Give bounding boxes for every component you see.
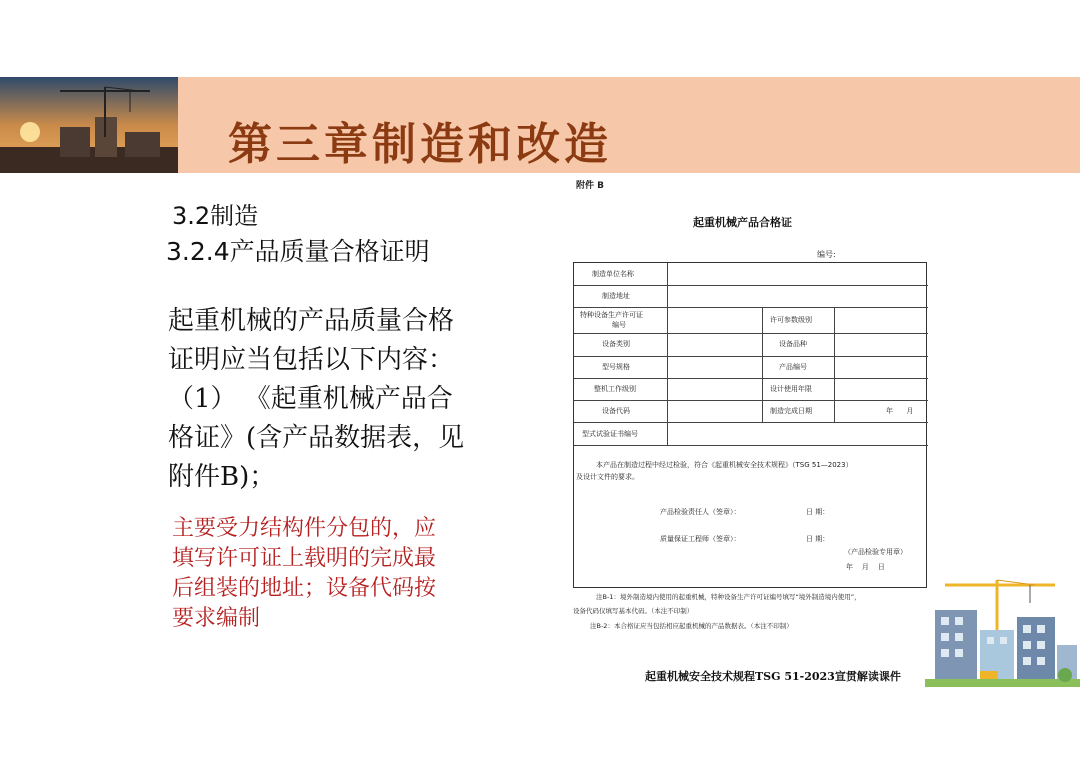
form-label: 制造完成日期: [770, 407, 812, 415]
note-line: 要求编制: [172, 606, 261, 631]
page-title: 第三章制造和改造: [228, 119, 612, 170]
certificate-number-label: 编号:: [817, 250, 836, 259]
figure-note: 注B-1：境外制造境内使用的起重机械，特种设备生产许可证编号填写“境外制造境内使用”，: [596, 593, 861, 601]
form-label: 设备代码: [602, 407, 630, 415]
appendix-label: 附件 B: [576, 181, 604, 191]
figure-note: 设备代码仅填写基本代码。（本注不印制）: [573, 607, 694, 615]
note-line: 主要受力结构件分包的，应: [172, 516, 437, 541]
form-stamp-date: 年 月 日: [846, 563, 885, 571]
form-statement: 本产品在制造过程中经过检验，符合《起重机械安全技术规程》（TSG 51—2023）: [596, 461, 853, 469]
form-signature: 质量保证工程师（签章）：: [660, 535, 741, 543]
body-paragraph: [168, 302, 528, 497]
form-statement: 及设计文件的要求。: [576, 473, 639, 481]
construction-sunset-image: [0, 77, 178, 173]
form-label: 制造单位名称: [592, 270, 634, 278]
note-line: 后组装的地址；设备代码按: [172, 576, 437, 601]
form-date: 日 期：: [806, 508, 830, 516]
form-label: 产品编号: [779, 363, 807, 371]
form-label: 设备类别: [602, 340, 630, 348]
red-note: [172, 514, 512, 634]
footer-caption: 起重机械安全技术规程TSG 51-2023宣贯解读课件: [645, 670, 901, 683]
form-label: 型式试验证书编号: [582, 430, 638, 438]
city-crane-illustration: [925, 575, 1080, 687]
figure-note: 注B-2：本合格证应当包括相应起重机械的产品数据表。（本注不印制）: [590, 622, 793, 630]
form-label: 特种设备生产许可证: [580, 311, 643, 319]
certificate-title: 起重机械产品合格证: [693, 216, 792, 229]
form-label: 设计使用年限: [770, 385, 812, 393]
body-line: 起重机械的产品质量合格: [168, 306, 455, 336]
form-label: 整机工作级别: [594, 385, 636, 393]
body-line: 证明应当包括以下内容：: [168, 345, 455, 375]
body-line: （1） 《起重机械产品合: [168, 384, 453, 414]
form-label: 制造地址: [602, 292, 630, 300]
form-label: 许可参数级别: [770, 316, 812, 324]
note-line: 填写许可证上载明的完成最: [172, 546, 437, 571]
subsection-title: 3.2.4产品质量合格证明: [166, 237, 430, 266]
body-line: 附件B)；: [168, 462, 276, 492]
form-date: 日 期：: [806, 535, 830, 543]
section-number-title: 3.2制造: [172, 202, 259, 230]
form-stamp: （产品检验专用章）: [844, 548, 907, 556]
form-value: 年 月: [886, 407, 914, 415]
form-label: 编号: [612, 321, 626, 329]
form-label: 型号规格: [602, 363, 630, 371]
body-line: 格证》(含产品数据表，见: [168, 423, 465, 453]
form-label: 设备品种: [779, 340, 807, 348]
certificate-form: [573, 262, 927, 588]
form-signature: 产品检验责任人（签章）：: [660, 508, 741, 516]
